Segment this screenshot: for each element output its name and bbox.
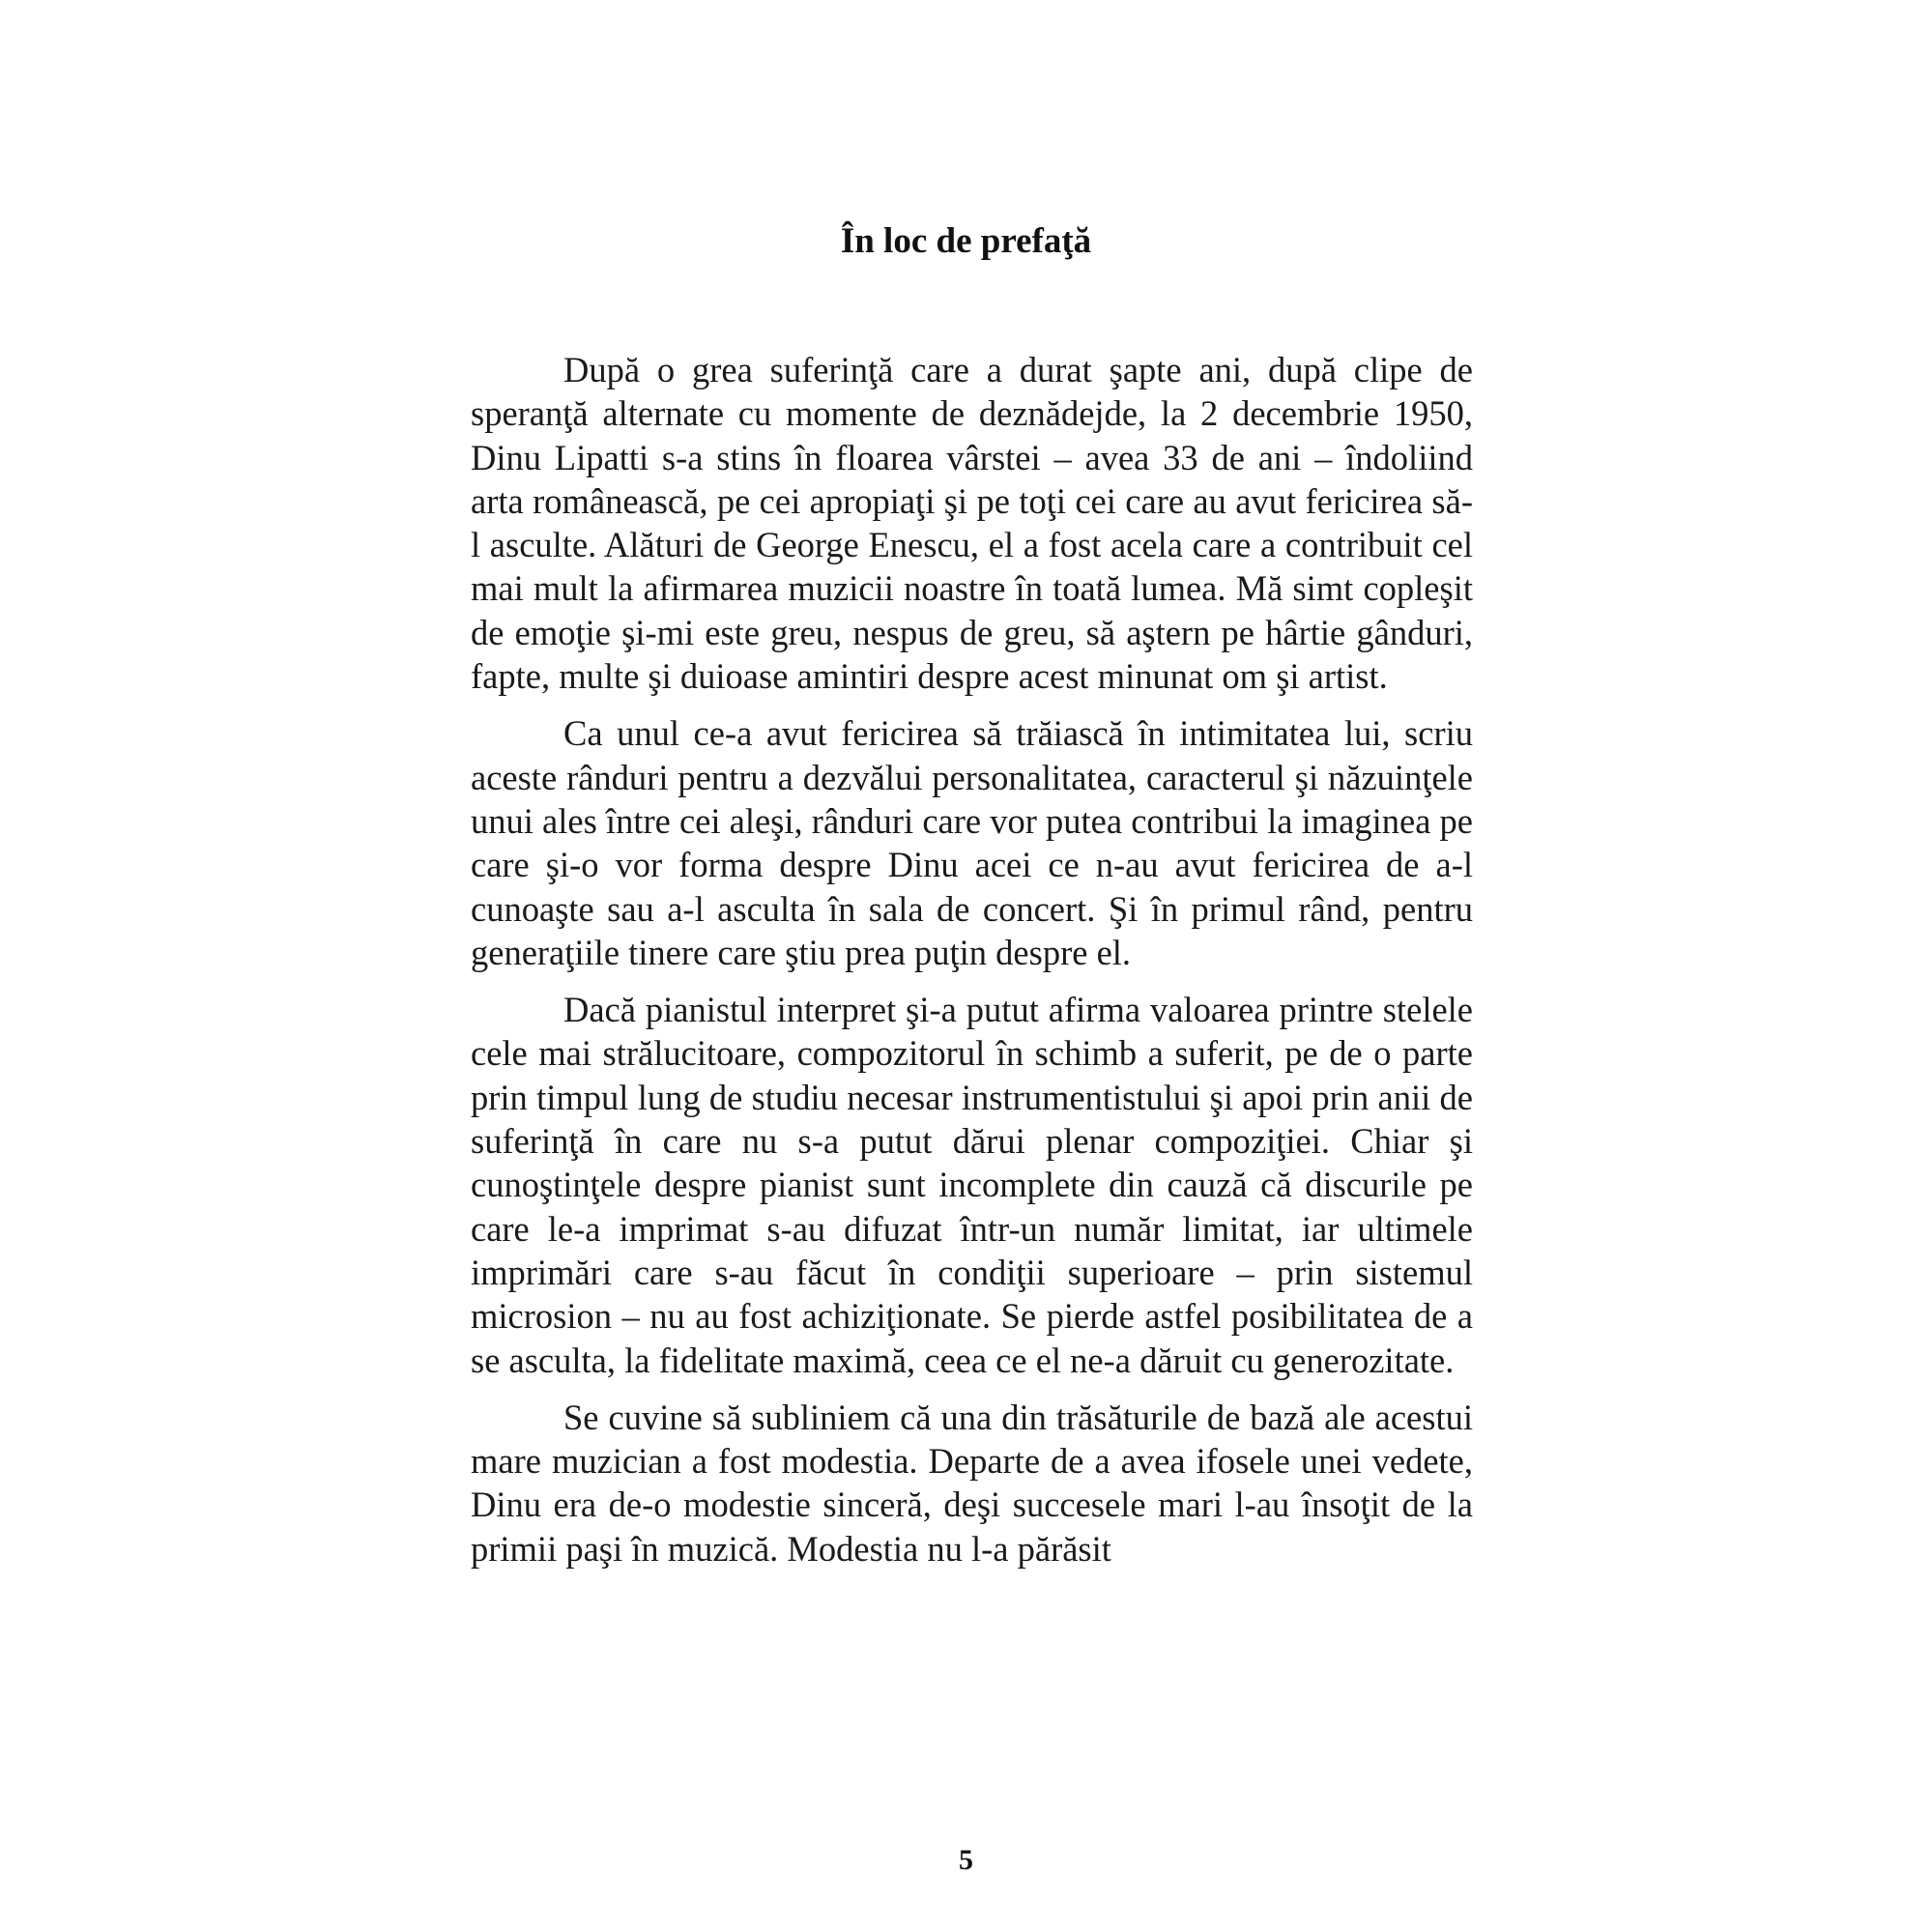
body-text xyxy=(471,348,1473,1584)
paragraph-1: După o grea suferinţă care a durat şapte ani, după clipe de speranţă alternate cu momente de deznădejde, la 2 decembrie 1950, Dinu Lipatti s-a stins în floarea vârstei – avea 33 de ani – îndoliind arta românească, pe cei apropiaţi şi pe toţi cei care au avut fericirea să-l asculte. Alături de George Enescu, el a fost acela care a contribuit cel mai mult la afirmarea muzicii noastre în toată lumea. Mă simt copleşit de emoţie şi-mi este greu, nespus de greu, să aştern pe hârtie gânduri, fapte, multe şi duioase amintiri despre acest minunat om şi artist. xyxy=(471,350,1473,697)
paragraph-4: Se cuvine să subliniem că una din trăsăturile de bază ale acestui mare muzician a fost modestia. Departe de a avea ifosele unei vedete, Dinu era de-o modestie sinceră, deşi succesele mari l-au însoţit de la primii paşi în muzică. Modestia nu l-a părăsit xyxy=(471,1397,1473,1569)
page-title: În loc de prefaţă xyxy=(840,221,1092,261)
paragraph-3: Dacă pianistul interpret şi-a putut afirma valoarea printre stelele cele mai strălucitoare, compozitorul în schimb a suferit, pe de o parte prin timpul lung de studiu necesar instrumentistului şi apoi prin anii de suferinţă în care nu s-a putut dărui plenar compoziţiei. Chiar şi cunoştinţele despre pianist sunt incomplete din cauză că discurile pe care le-a imprimat s-au difuzat într-un număr limitat, iar ultimele imprimări care s-au făcut în condiţii superioare – prin sistemul microsion – nu au fost achiziţionate. Se pierde astfel posibilitatea de a se asculta, la fidelitate maximă, ceea ce el ne-a dăruit cu generozitate. xyxy=(471,990,1473,1380)
paragraph-2: Ca unul ce-a avut fericirea să trăiască în intimitatea lui, scriu aceste rânduri pentru a dezvălui personalitatea, caracterul şi năzuinţele unui ales între cei aleşi, rânduri care vor putea contribui la imaginea pe care şi-o vor forma despre Dinu acei ce n-au avut fericirea de a-l cunoaşte sau a-l asculta în sala de concert. Şi în primul rând, pentru generaţiile tinere care ştiu prea puţin despre el. xyxy=(471,713,1473,972)
page-number: 5 xyxy=(959,1844,973,1876)
